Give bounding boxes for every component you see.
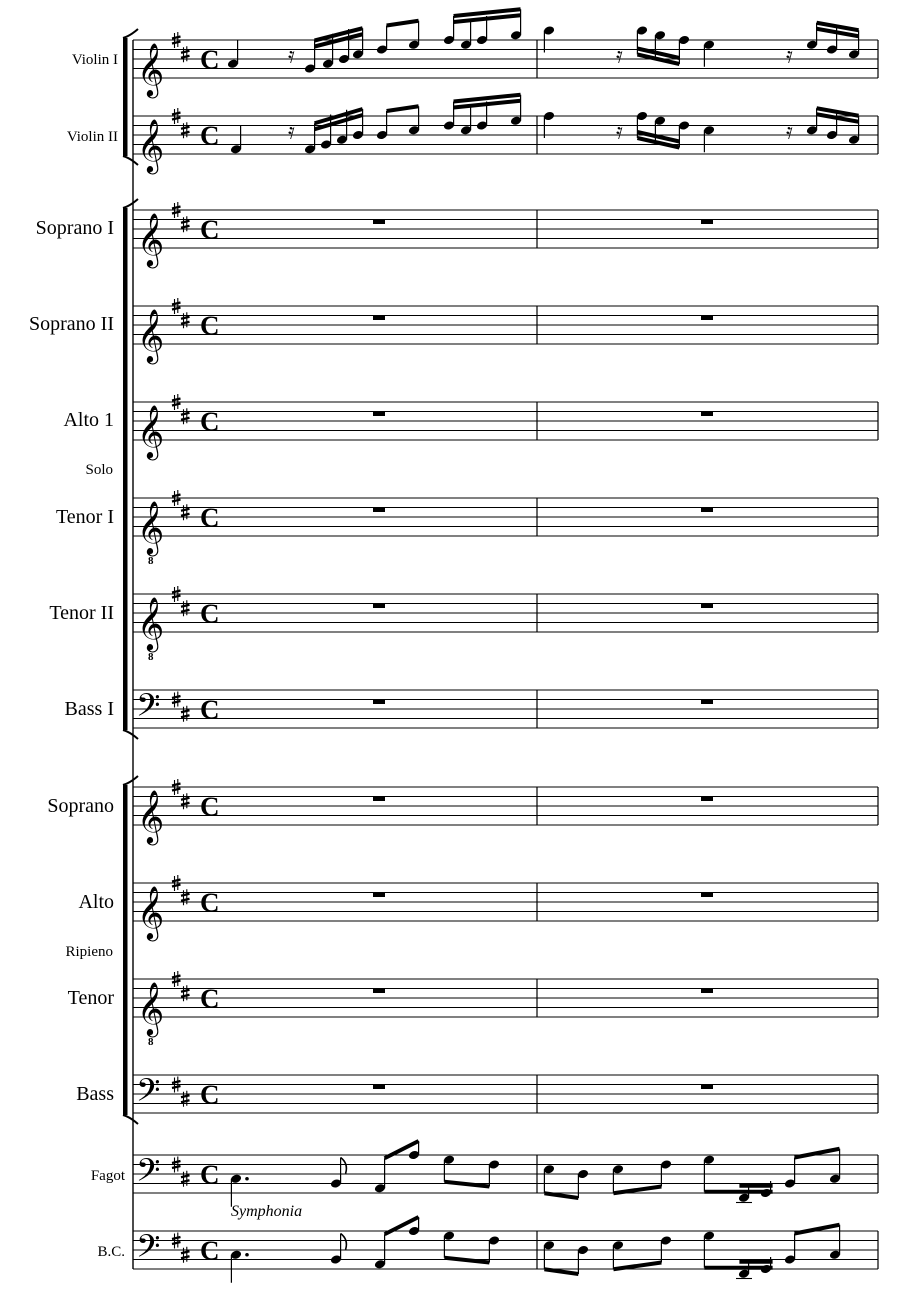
sharp [181,715,190,717]
sharp [181,710,190,712]
time-signature: C [200,694,220,725]
beam [544,1193,578,1198]
staff-label-bass: Bass [76,1083,114,1105]
bracket [123,38,128,156]
staff-label-violin-2: Violin II [66,129,118,145]
whole-rest [373,699,385,704]
staff-systems [123,29,878,1269]
treble-clef: 𝄞 [137,596,165,650]
sharp [172,113,181,115]
beam [444,1182,489,1187]
sharp [172,495,181,497]
staff-label-tenor-1: Tenor I [55,506,114,528]
staff-label-soprano-2: Soprano II [29,313,114,335]
octave-mark: 8 [148,1036,154,1048]
bracket-hook [123,29,138,38]
sharp [172,981,181,983]
whole-rest [701,699,713,704]
treble-clef: 𝄞 [137,42,165,96]
time-signature: C [200,502,220,533]
time-signature: C [200,791,220,822]
whole-rest [701,507,713,512]
staff-label-soprano-1: Soprano I [35,217,114,239]
sharp [181,221,190,223]
bass-clef: 𝄢 [136,1228,161,1272]
treble-clef: 𝄞 [137,500,165,554]
sharp [172,1166,181,1168]
time-signature: C [200,310,220,341]
whole-rest [701,219,713,224]
time-signature: C [200,1235,220,1266]
sharp [172,207,181,209]
flag [341,1234,347,1250]
sharp [181,1095,190,1097]
bracket-hook [123,1115,138,1124]
sharp [172,1086,181,1088]
whole-rest [701,988,713,993]
whole-rest [701,892,713,897]
time-signature: C [200,1159,220,1190]
bracket [123,785,128,1115]
staff-labels [29,52,302,1260]
sharp [181,317,190,319]
time-signature: C [200,887,220,918]
sharp [181,803,190,805]
beam [795,1149,840,1158]
whole-rest [373,1084,385,1089]
octave-mark: 8 [148,555,154,567]
sharp [181,514,190,516]
bracket-hook [123,199,138,208]
time-signature: C [200,406,220,437]
sharp [172,118,181,120]
sharp [181,894,190,896]
beam [795,1225,840,1234]
sixteenth-rest: 𝄿 [288,119,295,145]
beam [613,1187,661,1194]
sharp [172,885,181,887]
sharp [181,322,190,324]
bracket [123,208,128,730]
sharp [172,399,181,401]
whole-rest [373,892,385,897]
dot [245,1253,249,1257]
sharp [172,303,181,305]
whole-rest [373,411,385,416]
whole-rest [701,315,713,320]
treble-clef: 𝄞 [137,118,165,172]
sixteenth-rest: 𝄿 [288,43,295,69]
whole-rest [701,1084,713,1089]
treble-clef: 𝄞 [137,981,165,1035]
sharp [181,413,190,415]
group-label-solo: Solo [85,462,113,478]
sharp [181,1100,190,1102]
tempo-marking: Symphonia [231,1203,303,1220]
notation [136,9,860,1283]
sharp [181,1175,190,1177]
staff-label-bc: B.C. [97,1244,125,1260]
dot [245,1177,249,1181]
beam [613,1263,661,1270]
whole-rest [373,796,385,801]
staff-label-soprano: Soprano [47,795,114,817]
time-signature: C [200,1079,220,1110]
beam [544,1269,578,1274]
sharp [172,500,181,502]
sharp [181,605,190,607]
whole-rest [373,988,385,993]
sharp [172,308,181,310]
sharp [181,899,190,901]
sharp [181,132,190,134]
beam [387,106,419,111]
sharp [181,509,190,511]
staff-label-fagot: Fagot [90,1168,125,1184]
sharp [172,880,181,882]
treble-clef: 𝄞 [137,789,165,843]
sharp [172,37,181,39]
sixteenth-rest: 𝄿 [616,43,623,69]
whole-rest [701,796,713,801]
sharp [181,56,190,58]
bass-clef: 𝄢 [136,1072,161,1116]
bracket-hook [123,156,138,165]
beam [444,1258,489,1263]
sixteenth-rest: 𝄿 [616,119,623,145]
sixteenth-rest: 𝄿 [786,43,793,69]
treble-clef: 𝄞 [137,404,165,458]
flag [341,1158,347,1174]
staff-label-alto-1: Alto 1 [63,409,114,431]
sharp [181,990,190,992]
whole-rest [373,603,385,608]
sharp [181,1251,190,1253]
whole-rest [373,315,385,320]
group-label-ripieno: Ripieno [65,944,113,960]
sharp [181,798,190,800]
time-signature: C [200,598,220,629]
sharp [172,701,181,703]
treble-clef: 𝄞 [137,212,165,266]
sharp [172,212,181,214]
sharp [181,995,190,997]
time-signature: C [200,120,220,151]
sharp [172,789,181,791]
bracket-hook [123,776,138,785]
sharp [172,404,181,406]
sixteenth-rest: 𝄿 [786,119,793,145]
octave-mark: 8 [148,651,154,663]
staff-label-alto: Alto [78,891,114,913]
sharp [181,418,190,420]
sharp [181,610,190,612]
staff-label-violin-1: Violin I [71,52,118,68]
bracket-hook [123,730,138,739]
whole-rest [701,411,713,416]
staff-label-tenor: Tenor [67,987,114,1009]
staff-label-tenor-2: Tenor II [49,602,114,624]
time-signature: C [200,983,220,1014]
sharp [172,596,181,598]
sharp [181,1256,190,1258]
treble-clef: 𝄞 [137,308,165,362]
sharp [172,696,181,698]
sharp [172,1237,181,1239]
sharp [172,784,181,786]
sharp [172,1161,181,1163]
whole-rest [373,219,385,224]
sharp [172,1242,181,1244]
sharp [181,1180,190,1182]
whole-rest [701,603,713,608]
bass-clef: 𝄢 [136,1152,161,1196]
sharp [181,226,190,228]
staff-label-bass-1: Bass I [64,698,114,720]
sharp [172,42,181,44]
sharp [172,591,181,593]
sharp [172,976,181,978]
beam [387,21,419,26]
sharp [181,51,190,53]
bass-clef: 𝄢 [136,687,161,731]
treble-clef: 𝄞 [137,885,165,939]
whole-rest [373,507,385,512]
sharp [172,1081,181,1083]
time-signature: C [200,214,220,245]
sharp [181,127,190,129]
time-signature: C [200,44,220,75]
